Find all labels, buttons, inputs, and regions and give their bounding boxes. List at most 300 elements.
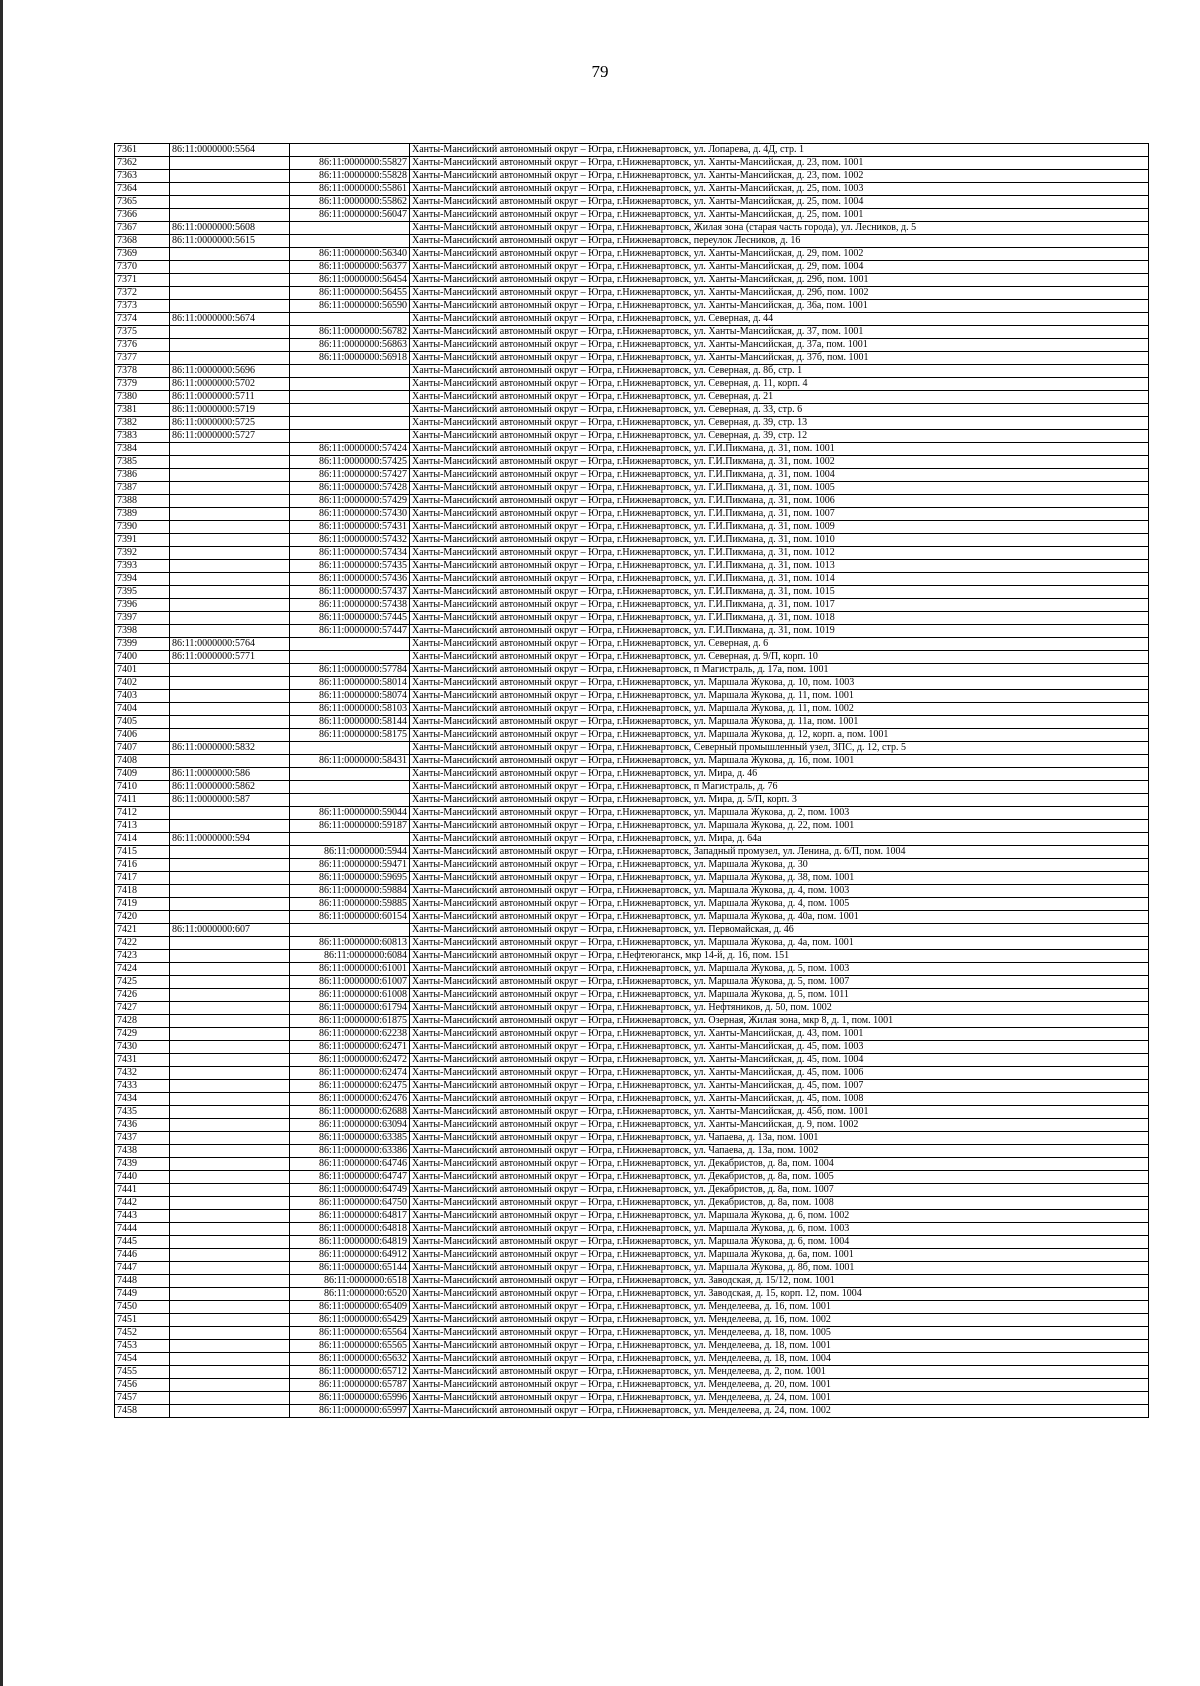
land-plot-cadastral-cell [170, 352, 290, 365]
address-cell: Ханты-Мансийский автономный округ – Югра, г.Нижневартовск, ул. Ханты-Мансийская, д. 37а, пом. 1001 [410, 339, 1149, 352]
row-number-cell: 7433 [115, 1080, 170, 1093]
object-cadastral-cell [290, 235, 410, 248]
address-cell: Ханты-Мансийский автономный округ – Югра, г.Нижневартовск, ул. Ханты-Мансийская, д. 9, пом. 1002 [410, 1119, 1149, 1132]
object-cadastral-cell [290, 924, 410, 937]
table-row [115, 326, 1149, 339]
object-cadastral-cell: 86:11:0000000:57429 [290, 495, 410, 508]
address-cell: Ханты-Мансийский автономный округ – Югра, г.Нижневартовск, ул. Маршала Жукова, д. 4, пом. 1005 [410, 898, 1149, 911]
table-row [115, 534, 1149, 547]
land-plot-cadastral-cell [170, 1327, 290, 1340]
row-number-cell: 7437 [115, 1132, 170, 1145]
table-row [115, 833, 1149, 846]
table-row [115, 248, 1149, 261]
object-cadastral-cell: 86:11:0000000:65997 [290, 1405, 410, 1418]
address-cell: Ханты-Мансийский автономный округ – Югра, г.Нижневартовск, ул. Северная, д. 44 [410, 313, 1149, 326]
row-number-cell: 7411 [115, 794, 170, 807]
row-number-cell: 7454 [115, 1353, 170, 1366]
object-cadastral-cell [290, 404, 410, 417]
land-plot-cadastral-cell: 86:11:0000000:5771 [170, 651, 290, 664]
table-row [115, 1041, 1149, 1054]
table-row [115, 976, 1149, 989]
row-number-cell: 7421 [115, 924, 170, 937]
row-number-cell: 7403 [115, 690, 170, 703]
address-cell: Ханты-Мансийский автономный округ – Югра, г.Нижневартовск, ул. Маршала Жукова, д. 12, корп. а, пом. 1001 [410, 729, 1149, 742]
row-number-cell: 7367 [115, 222, 170, 235]
object-cadastral-cell: 86:11:0000000:56590 [290, 300, 410, 313]
object-cadastral-cell: 86:11:0000000:55828 [290, 170, 410, 183]
object-cadastral-cell: 86:11:0000000:64912 [290, 1249, 410, 1262]
row-number-cell: 7404 [115, 703, 170, 716]
table-row [115, 716, 1149, 729]
land-plot-cadastral-cell [170, 1379, 290, 1392]
row-number-cell: 7431 [115, 1054, 170, 1067]
land-plot-cadastral-cell [170, 1366, 290, 1379]
object-cadastral-cell: 86:11:0000000:65144 [290, 1262, 410, 1275]
scan-edge [0, 0, 3, 1686]
address-cell: Ханты-Мансийский автономный округ – Югра, г.Нижневартовск, ул. Ханты-Мансийская, д. 25, пом. 1003 [410, 183, 1149, 196]
land-plot-cadastral-cell [170, 157, 290, 170]
row-number-cell: 7412 [115, 807, 170, 820]
object-cadastral-cell: 86:11:0000000:57445 [290, 612, 410, 625]
address-cell: Ханты-Мансийский автономный округ – Югра, г.Нижневартовск, ул. Ханты-Мансийская, д. 45, пом. 1003 [410, 1041, 1149, 1054]
land-plot-cadastral-cell [170, 196, 290, 209]
address-cell: Ханты-Мансийский автономный округ – Югра, г.Нижневартовск, ул. Ханты-Мансийская, д. 45, пом. 1007 [410, 1080, 1149, 1093]
land-plot-cadastral-cell [170, 963, 290, 976]
table-row [115, 794, 1149, 807]
land-plot-cadastral-cell [170, 937, 290, 950]
object-cadastral-cell [290, 794, 410, 807]
table-row [115, 768, 1149, 781]
table-row [115, 677, 1149, 690]
address-cell: Ханты-Мансийский автономный округ – Югра, г.Нижневартовск, ул. Ханты-Мансийская, д. 36а, пом. 1001 [410, 300, 1149, 313]
table-row [115, 1171, 1149, 1184]
row-number-cell: 7397 [115, 612, 170, 625]
land-plot-cadastral-cell [170, 469, 290, 482]
object-cadastral-cell: 86:11:0000000:56863 [290, 339, 410, 352]
row-number-cell: 7419 [115, 898, 170, 911]
table-row [115, 1275, 1149, 1288]
table-row [115, 274, 1149, 287]
table-row [115, 1002, 1149, 1015]
row-number-cell: 7389 [115, 508, 170, 521]
object-cadastral-cell: 86:11:0000000:55827 [290, 157, 410, 170]
row-number-cell: 7396 [115, 599, 170, 612]
object-cadastral-cell: 86:11:0000000:59044 [290, 807, 410, 820]
row-number-cell: 7429 [115, 1028, 170, 1041]
land-plot-cadastral-cell [170, 248, 290, 261]
table-row [115, 1093, 1149, 1106]
object-cadastral-cell: 86:11:0000000:55862 [290, 196, 410, 209]
object-cadastral-cell [290, 781, 410, 794]
land-plot-cadastral-cell [170, 1340, 290, 1353]
object-cadastral-cell [290, 313, 410, 326]
object-cadastral-cell: 86:11:0000000:60813 [290, 937, 410, 950]
address-cell: Ханты-Мансийский автономный округ – Югра, г.Нижневартовск, ул. Декабристов, д. 8а, пом. 1007 [410, 1184, 1149, 1197]
address-cell: Ханты-Мансийский автономный округ – Югра, г.Нижневартовск, п Магистраль, д. 76 [410, 781, 1149, 794]
table-row [115, 1366, 1149, 1379]
table-row [115, 560, 1149, 573]
land-plot-cadastral-cell: 86:11:0000000:5727 [170, 430, 290, 443]
row-number-cell: 7434 [115, 1093, 170, 1106]
row-number-cell: 7452 [115, 1327, 170, 1340]
address-cell: Ханты-Мансийский автономный округ – Югра, г.Нижневартовск, ул. Северная, д. 39, стр. 12 [410, 430, 1149, 443]
object-cadastral-cell: 86:11:0000000:57425 [290, 456, 410, 469]
row-number-cell: 7453 [115, 1340, 170, 1353]
row-number-cell: 7432 [115, 1067, 170, 1080]
row-number-cell: 7448 [115, 1275, 170, 1288]
object-cadastral-cell [290, 430, 410, 443]
table-row [115, 1353, 1149, 1366]
table-row [115, 599, 1149, 612]
row-number-cell: 7414 [115, 833, 170, 846]
row-number-cell: 7374 [115, 313, 170, 326]
row-number-cell: 7393 [115, 560, 170, 573]
address-cell: Ханты-Мансийский автономный округ – Югра, г.Нижневартовск, ул. Маршала Жукова, д. 4а, пом. 1001 [410, 937, 1149, 950]
row-number-cell: 7430 [115, 1041, 170, 1054]
address-cell: Ханты-Мансийский автономный округ – Югра, г.Нижневартовск, ул. Ханты-Мансийская, д. 37, пом. 1001 [410, 326, 1149, 339]
row-number-cell: 7415 [115, 846, 170, 859]
table-row [115, 742, 1149, 755]
row-number-cell: 7407 [115, 742, 170, 755]
address-cell: Ханты-Мансийский автономный округ – Югра, г.Нижневартовск, ул. Ханты-Мансийская, д. 25, пом. 1001 [410, 209, 1149, 222]
row-number-cell: 7366 [115, 209, 170, 222]
table-row [115, 1158, 1149, 1171]
table-row [115, 235, 1149, 248]
table-row [115, 1028, 1149, 1041]
object-cadastral-cell [290, 768, 410, 781]
land-plot-cadastral-cell [170, 1132, 290, 1145]
table-row [115, 1236, 1149, 1249]
address-cell: Ханты-Мансийский автономный округ – Югра, г.Нижневартовск, переулок Лесников, д. 16 [410, 235, 1149, 248]
row-number-cell: 7457 [115, 1392, 170, 1405]
object-cadastral-cell: 86:11:0000000:65409 [290, 1301, 410, 1314]
table-row [115, 1405, 1149, 1418]
object-cadastral-cell: 86:11:0000000:6084 [290, 950, 410, 963]
table-row [115, 157, 1149, 170]
address-cell: Ханты-Мансийский автономный округ – Югра, г.Нижневартовск, ул. Ханты-Мансийская, д. 45б, пом. 1001 [410, 1106, 1149, 1119]
row-number-cell: 7455 [115, 1366, 170, 1379]
land-plot-cadastral-cell [170, 1262, 290, 1275]
object-cadastral-cell: 86:11:0000000:64750 [290, 1197, 410, 1210]
row-number-cell: 7387 [115, 482, 170, 495]
land-plot-cadastral-cell [170, 1028, 290, 1041]
land-plot-cadastral-cell [170, 1002, 290, 1015]
address-cell: Ханты-Мансийский автономный округ – Югра, г.Нижневартовск, ул. Ханты-Мансийская, д. 45, пом. 1008 [410, 1093, 1149, 1106]
row-number-cell: 7447 [115, 1262, 170, 1275]
address-cell: Ханты-Мансийский автономный округ – Югра, г.Нижневартовск, ул. Маршала Жукова, д. 6, пом. 1002 [410, 1210, 1149, 1223]
address-cell: Ханты-Мансийский автономный округ – Югра, г.Нижневартовск, ул. Г.И.Пикмана, д. 31, пом. 1001 [410, 443, 1149, 456]
address-cell: Ханты-Мансийский автономный округ – Югра, г.Нижневартовск, ул. Менделеева, д. 24, пом. 1001 [410, 1392, 1149, 1405]
object-cadastral-cell: 86:11:0000000:61794 [290, 1002, 410, 1015]
land-plot-cadastral-cell [170, 729, 290, 742]
address-cell: Ханты-Мансийский автономный округ – Югра, г.Нижневартовск, ул. Ханты-Мансийская, д. 23, пом. 1001 [410, 157, 1149, 170]
land-plot-cadastral-cell: 86:11:0000000:5832 [170, 742, 290, 755]
address-cell: Ханты-Мансийский автономный округ – Югра, г.Нижневартовск, ул. Г.И.Пикмана, д. 31, пом. 1013 [410, 560, 1149, 573]
row-number-cell: 7365 [115, 196, 170, 209]
land-plot-cadastral-cell [170, 261, 290, 274]
table-row [115, 391, 1149, 404]
table-row [115, 1340, 1149, 1353]
land-plot-cadastral-cell [170, 443, 290, 456]
land-plot-cadastral-cell [170, 1184, 290, 1197]
land-plot-cadastral-cell [170, 1171, 290, 1184]
table-row [115, 1197, 1149, 1210]
row-number-cell: 7363 [115, 170, 170, 183]
row-number-cell: 7449 [115, 1288, 170, 1301]
land-plot-cadastral-cell [170, 508, 290, 521]
address-cell: Ханты-Мансийский автономный округ – Югра, г.Нижневартовск, ул. Г.И.Пикмана, д. 31, пом. 1012 [410, 547, 1149, 560]
address-cell: Ханты-Мансийский автономный округ – Югра, г.Нижневартовск, ул. Маршала Жукова, д. 11а, пом. 1001 [410, 716, 1149, 729]
address-cell: Ханты-Мансийский автономный округ – Югра, г.Нижневартовск, ул. Маршала Жукова, д. 11, пом. 1001 [410, 690, 1149, 703]
land-plot-cadastral-cell [170, 1158, 290, 1171]
land-plot-cadastral-cell [170, 846, 290, 859]
row-number-cell: 7435 [115, 1106, 170, 1119]
object-cadastral-cell: 86:11:0000000:65632 [290, 1353, 410, 1366]
object-cadastral-cell: 86:11:0000000:57435 [290, 560, 410, 573]
table-row [115, 1067, 1149, 1080]
object-cadastral-cell [290, 365, 410, 378]
row-number-cell: 7380 [115, 391, 170, 404]
land-plot-cadastral-cell [170, 807, 290, 820]
address-cell: Ханты-Мансийский автономный округ – Югра, г.Нижневартовск, ул. Менделеева, д. 18, пом. 1001 [410, 1340, 1149, 1353]
row-number-cell: 7370 [115, 261, 170, 274]
object-cadastral-cell: 86:11:0000000:62471 [290, 1041, 410, 1054]
land-plot-cadastral-cell [170, 586, 290, 599]
row-number-cell: 7401 [115, 664, 170, 677]
object-cadastral-cell: 86:11:0000000:65429 [290, 1314, 410, 1327]
table-row [115, 820, 1149, 833]
row-number-cell: 7375 [115, 326, 170, 339]
address-cell: Ханты-Мансийский автономный округ – Югра, г.Нижневартовск, ул. Ханты-Мансийская, д. 25, пом. 1004 [410, 196, 1149, 209]
land-plot-cadastral-cell: 86:11:0000000:5711 [170, 391, 290, 404]
table-row [115, 469, 1149, 482]
object-cadastral-cell [290, 378, 410, 391]
land-plot-cadastral-cell: 86:11:0000000:587 [170, 794, 290, 807]
table-row [115, 1314, 1149, 1327]
row-number-cell: 7425 [115, 976, 170, 989]
row-number-cell: 7362 [115, 157, 170, 170]
address-cell: Ханты-Мансийский автономный округ – Югра, г.Нижневартовск, ул. Мира, д. 5/П, корп. 3 [410, 794, 1149, 807]
table-row [115, 755, 1149, 768]
object-cadastral-cell [290, 144, 410, 157]
land-plot-cadastral-cell [170, 1145, 290, 1158]
object-cadastral-cell: 86:11:0000000:57447 [290, 625, 410, 638]
address-cell: Ханты-Мансийский автономный округ – Югра, г.Нижневартовск, ул. Маршала Жукова, д. 6, пом. 1003 [410, 1223, 1149, 1236]
address-cell: Ханты-Мансийский автономный округ – Югра, г.Нижневартовск, ул. Маршала Жукова, д. 40а, пом. 1001 [410, 911, 1149, 924]
row-number-cell: 7394 [115, 573, 170, 586]
row-number-cell: 7376 [115, 339, 170, 352]
object-cadastral-cell: 86:11:0000000:62472 [290, 1054, 410, 1067]
table-row [115, 1184, 1149, 1197]
land-plot-cadastral-cell [170, 274, 290, 287]
land-plot-cadastral-cell [170, 677, 290, 690]
object-cadastral-cell: 86:11:0000000:62238 [290, 1028, 410, 1041]
address-cell: Ханты-Мансийский автономный округ – Югра, г.Нижневартовск, ул. Ханты-Мансийская, д. 29б, пом. 1001 [410, 274, 1149, 287]
object-cadastral-cell: 86:11:0000000:57428 [290, 482, 410, 495]
land-plot-cadastral-cell [170, 911, 290, 924]
object-cadastral-cell: 86:11:0000000:65712 [290, 1366, 410, 1379]
object-cadastral-cell: 86:11:0000000:55861 [290, 183, 410, 196]
object-cadastral-cell: 86:11:0000000:64749 [290, 1184, 410, 1197]
object-cadastral-cell: 86:11:0000000:63094 [290, 1119, 410, 1132]
table-row [115, 573, 1149, 586]
object-cadastral-cell: 86:11:0000000:57434 [290, 547, 410, 560]
land-plot-cadastral-cell [170, 755, 290, 768]
table-row [115, 352, 1149, 365]
row-number-cell: 7410 [115, 781, 170, 794]
row-number-cell: 7390 [115, 521, 170, 534]
address-cell: Ханты-Мансийский автономный округ – Югра, г.Нижневартовск, ул. Г.И.Пикмана, д. 31, пом. 1018 [410, 612, 1149, 625]
object-cadastral-cell: 86:11:0000000:63386 [290, 1145, 410, 1158]
address-cell: Ханты-Мансийский автономный округ – Югра, г.Нижневартовск, ул. Ханты-Мансийская, д. 29, пом. 1002 [410, 248, 1149, 261]
object-cadastral-cell: 86:11:0000000:6520 [290, 1288, 410, 1301]
land-plot-cadastral-cell [170, 209, 290, 222]
land-plot-cadastral-cell [170, 976, 290, 989]
land-plot-cadastral-cell [170, 599, 290, 612]
object-cadastral-cell: 86:11:0000000:56455 [290, 287, 410, 300]
address-cell: Ханты-Мансийский автономный округ – Югра, г.Нижневартовск, ул. Чапаева, д. 13а, пом. 1002 [410, 1145, 1149, 1158]
address-cell: Ханты-Мансийский автономный округ – Югра, г.Нижневартовск, ул. Менделеева, д. 16, пом. 1001 [410, 1301, 1149, 1314]
land-plot-cadastral-cell [170, 456, 290, 469]
table-row [115, 729, 1149, 742]
object-cadastral-cell [290, 417, 410, 430]
address-cell: Ханты-Мансийский автономный округ – Югра, г.Нижневартовск, ул. Чапаева, д. 13а, пом. 1001 [410, 1132, 1149, 1145]
object-cadastral-cell: 86:11:0000000:57427 [290, 469, 410, 482]
address-cell: Ханты-Мансийский автономный округ – Югра, г.Нижневартовск, ул. Г.И.Пикмана, д. 31, пом. 1006 [410, 495, 1149, 508]
row-number-cell: 7441 [115, 1184, 170, 1197]
address-cell: Ханты-Мансийский автономный округ – Югра, г.Нижневартовск, ул. Маршала Жукова, д. 8б, пом. 1001 [410, 1262, 1149, 1275]
table-row [115, 482, 1149, 495]
row-number-cell: 7361 [115, 144, 170, 157]
object-cadastral-cell: 86:11:0000000:58103 [290, 703, 410, 716]
table-row [115, 287, 1149, 300]
table-row [115, 872, 1149, 885]
object-cadastral-cell: 86:11:0000000:56918 [290, 352, 410, 365]
land-plot-cadastral-cell: 86:11:0000000:5674 [170, 313, 290, 326]
table-row [115, 651, 1149, 664]
table-row [115, 911, 1149, 924]
address-cell: Ханты-Мансийский автономный округ – Югра, г.Нижневартовск, ул. Декабристов, д. 8а, пом. 1005 [410, 1171, 1149, 1184]
land-plot-cadastral-cell [170, 534, 290, 547]
land-plot-cadastral-cell [170, 872, 290, 885]
land-plot-cadastral-cell [170, 1067, 290, 1080]
row-number-cell: 7373 [115, 300, 170, 313]
object-cadastral-cell: 86:11:0000000:59187 [290, 820, 410, 833]
table-row [115, 521, 1149, 534]
table-row [115, 339, 1149, 352]
address-cell: Ханты-Мансийский автономный округ – Югра, г.Нижневартовск, ул. Маршала Жукова, д. 2, пом. 1003 [410, 807, 1149, 820]
land-plot-cadastral-cell [170, 1314, 290, 1327]
land-plot-cadastral-cell [170, 1392, 290, 1405]
address-cell: Ханты-Мансийский автономный округ – Югра, г.Нижневартовск, ул. Заводская, д. 15/12, пом. 1001 [410, 1275, 1149, 1288]
land-plot-cadastral-cell: 86:11:0000000:5608 [170, 222, 290, 235]
table-row [115, 430, 1149, 443]
table-row [115, 1119, 1149, 1132]
row-number-cell: 7424 [115, 963, 170, 976]
table-row [115, 781, 1149, 794]
row-number-cell: 7388 [115, 495, 170, 508]
land-plot-cadastral-cell [170, 820, 290, 833]
row-number-cell: 7386 [115, 469, 170, 482]
address-cell: Ханты-Мансийский автономный округ – Югра, г.Нижневартовск, ул. Менделеева, д. 2, пом. 1001 [410, 1366, 1149, 1379]
table-row [115, 456, 1149, 469]
object-cadastral-cell [290, 638, 410, 651]
address-cell: Ханты-Мансийский автономный округ – Югра, г.Нижневартовск, ул. Менделеева, д. 24, пом. 1002 [410, 1405, 1149, 1418]
address-cell: Ханты-Мансийский автономный округ – Югра, г.Нижневартовск, ул. Г.И.Пикмана, д. 31, пом. 1004 [410, 469, 1149, 482]
address-cell: Ханты-Мансийский автономный округ – Югра, г.Нижневартовск, ул. Г.И.Пикмана, д. 31, пом. 1005 [410, 482, 1149, 495]
object-cadastral-cell: 86:11:0000000:64747 [290, 1171, 410, 1184]
table-row [115, 807, 1149, 820]
land-plot-cadastral-cell [170, 170, 290, 183]
land-plot-cadastral-cell [170, 989, 290, 1002]
row-number-cell: 7416 [115, 859, 170, 872]
object-cadastral-cell: 86:11:0000000:64746 [290, 1158, 410, 1171]
address-cell: Ханты-Мансийский автономный округ – Югра, г.Нижневартовск, ул. Маршала Жукова, д. 16, пом. 1001 [410, 755, 1149, 768]
object-cadastral-cell: 86:11:0000000:56454 [290, 274, 410, 287]
address-cell: Ханты-Мансийский автономный округ – Югра, г.Нижневартовск, ул. Г.И.Пикмана, д. 31, пом. 1015 [410, 586, 1149, 599]
address-cell: Ханты-Мансийский автономный округ – Югра, г.Нижневартовск, ул. Маршала Жукова, д. 5, пом. 1007 [410, 976, 1149, 989]
page-number: 79 [591, 62, 609, 81]
row-number-cell: 7368 [115, 235, 170, 248]
row-number-cell: 7442 [115, 1197, 170, 1210]
table-row [115, 950, 1149, 963]
row-number-cell: 7413 [115, 820, 170, 833]
land-plot-cadastral-cell [170, 1405, 290, 1418]
row-number-cell: 7446 [115, 1249, 170, 1262]
address-cell: Ханты-Мансийский автономный округ – Югра, г.Нижневартовск, ул. Северная, д. 21 [410, 391, 1149, 404]
address-cell: Ханты-Мансийский автономный округ – Югра, г.Нижневартовск, ул. Маршала Жукова, д. 22, пом. 1001 [410, 820, 1149, 833]
table-row [115, 1379, 1149, 1392]
land-plot-cadastral-cell: 86:11:0000000:5725 [170, 417, 290, 430]
address-cell: Ханты-Мансийский автономный округ – Югра, г.Нижневартовск, Жилая зона (старая часть города), ул. Лесников, д. 5 [410, 222, 1149, 235]
object-cadastral-cell: 86:11:0000000:59695 [290, 872, 410, 885]
object-cadastral-cell: 86:11:0000000:56340 [290, 248, 410, 261]
row-number-cell: 7398 [115, 625, 170, 638]
table-row [115, 638, 1149, 651]
row-number-cell: 7395 [115, 586, 170, 599]
address-cell: Ханты-Мансийский автономный округ – Югра, г.Нижневартовск, Северный промышленный узел, ЗПС, д. 12, стр. 5 [410, 742, 1149, 755]
row-number-cell: 7458 [115, 1405, 170, 1418]
land-plot-cadastral-cell [170, 1301, 290, 1314]
object-cadastral-cell: 86:11:0000000:57784 [290, 664, 410, 677]
address-cell: Ханты-Мансийский автономный округ – Югра, г.Нижневартовск, ул. Г.И.Пикмана, д. 31, пом. 1002 [410, 456, 1149, 469]
object-cadastral-cell: 86:11:0000000:65564 [290, 1327, 410, 1340]
object-cadastral-cell: 86:11:0000000:64818 [290, 1223, 410, 1236]
land-plot-cadastral-cell [170, 898, 290, 911]
table-row [115, 261, 1149, 274]
land-plot-cadastral-cell [170, 1080, 290, 1093]
address-cell: Ханты-Мансийский автономный округ – Югра, г.Нефтеюганск, мкр 14-й, д. 16, пом. 151 [410, 950, 1149, 963]
object-cadastral-cell: 86:11:0000000:63385 [290, 1132, 410, 1145]
address-cell: Ханты-Мансийский автономный округ – Югра, г.Нижневартовск, ул. Г.И.Пикмана, д. 31, пом. 1019 [410, 625, 1149, 638]
land-plot-cadastral-cell [170, 1015, 290, 1028]
land-plot-cadastral-cell: 86:11:0000000:607 [170, 924, 290, 937]
object-cadastral-cell: 86:11:0000000:62688 [290, 1106, 410, 1119]
object-cadastral-cell: 86:11:0000000:62475 [290, 1080, 410, 1093]
land-plot-cadastral-cell [170, 1093, 290, 1106]
row-number-cell: 7399 [115, 638, 170, 651]
object-cadastral-cell: 86:11:0000000:58175 [290, 729, 410, 742]
address-cell: Ханты-Мансийский автономный округ – Югра, г.Нижневартовск, ул. Маршала Жукова, д. 6, пом. 1004 [410, 1236, 1149, 1249]
row-number-cell: 7402 [115, 677, 170, 690]
land-plot-cadastral-cell [170, 1288, 290, 1301]
address-cell: Ханты-Мансийский автономный округ – Югра, г.Нижневартовск, ул. Г.И.Пикмана, д. 31, пом. 1009 [410, 521, 1149, 534]
table-row [115, 196, 1149, 209]
land-plot-cadastral-cell [170, 1275, 290, 1288]
object-cadastral-cell: 86:11:0000000:58014 [290, 677, 410, 690]
table-row [115, 1249, 1149, 1262]
table-row [115, 222, 1149, 235]
